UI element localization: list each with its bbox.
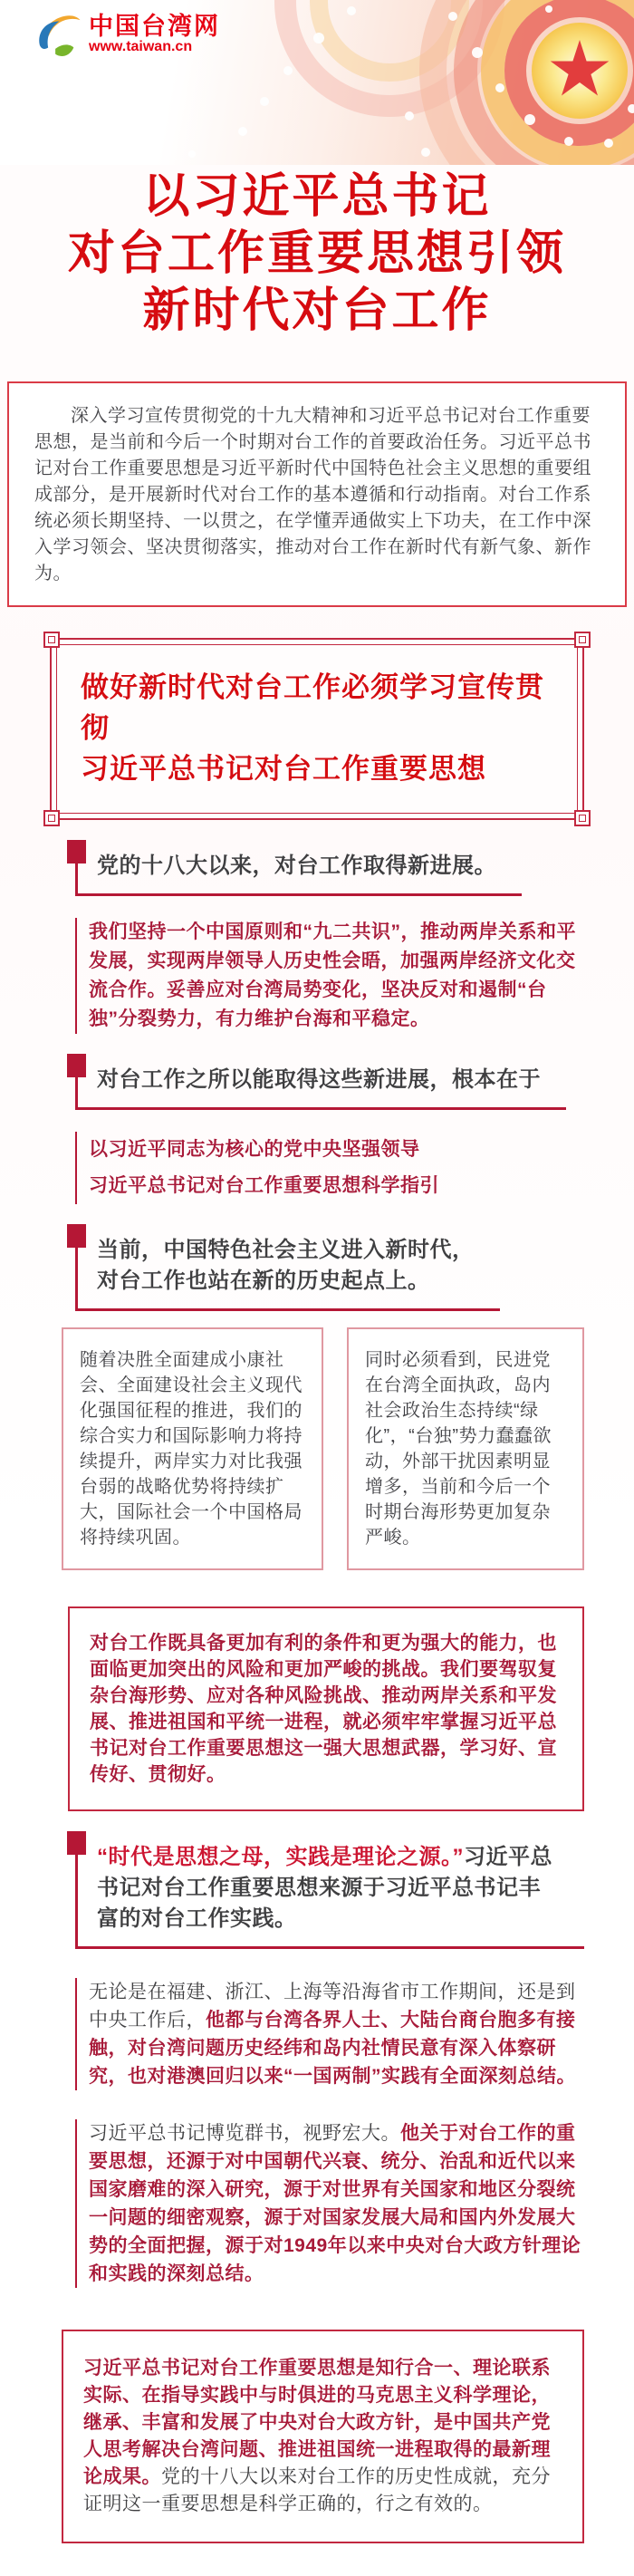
page-title [0,169,634,340]
banner-inner-frame [56,644,578,814]
comparison-boxes [62,1327,584,1570]
page-title-line1: 以习近平总书记 [142,171,492,223]
section1-heading [75,844,522,896]
site-name: 中国台湾网 [89,13,220,41]
vision-paragraph [75,2119,584,2288]
section2-heading-text: 对台工作之所以能取得这些新进展，根本在于 [97,1067,541,1092]
intro-box [7,381,627,607]
section4-heading [75,1835,584,1949]
conclusion-box [62,2330,584,2543]
page-header [0,0,634,165]
section2-heading [75,1057,566,1110]
section4-heading-rest: 习近平总书记对台工作重要思想来源于习近平总书记丰富的对台工作实践。 [97,1845,552,1931]
banner-corner-ornament [574,810,591,826]
banner-corner-ornament [43,810,60,826]
banner-corner-ornament [574,632,591,648]
section3-heading-line1: 当前，中国特色社会主义进入新时代， [97,1238,475,1262]
section1-heading-text: 党的十八大以来，对台工作取得新进展。 [97,854,496,878]
summary-box: 对台工作既具备更加有利的条件和更为强大的能力，也面临更加突出的风险和更加严峻的挑战。我们要驾驭复杂台海形势、应对各种风险挑战、推动两岸关系和平发展、推进祖国和平统一进程，就必须牢牢掌握习近平总书记对台工作重要思想这一强大思想武器，学习好、宣传好、贯彻好。 [68,1606,584,1811]
advantage-box: 随着决胜全面建成小康社会、全面建设社会主义现代化强国征程的推进，我们的综合实力和国际影响力将持续提升，两岸实力对比我强台弱的战略优势将持续扩大，国际社会一个中国格局将持续巩固。 [62,1327,323,1570]
taiwan-net-logo-icon [34,11,82,58]
banner-corner-ornament [43,632,60,648]
page-title-line3: 新时代对台工作 [142,285,492,337]
page-title-line2: 对台工作重要思想引领 [67,228,566,280]
vision-paragraph-dark: 习近平总书记博览群书，视野宏大。 [89,2123,400,2144]
guide-line-1: 以习近平同志为核心的党中央坚强领导 [89,1139,420,1160]
site-url: www.taiwan.cn [89,38,193,54]
banner-frame [50,638,584,820]
vision-paragraph-red: 他关于对台工作的重要思想，还源于对中国朝代兴衰、统分、治乱和近代以来国家磨难的深入研究，源于对世界有关国家和地区分裂统一问题的细密观察，源于对国家发展大局和国内外发展大势的全面把握，源于对1949年以来中央对台大政方针理论和实践的深刻总结。 [89,2123,581,2284]
banner-title-line1: 做好新时代对台工作必须学习宣传贯彻 [81,671,544,744]
banner-title-line2: 习近平总书记对台工作重要思想 [81,753,486,785]
section4-heading-quote: “时代是思想之母，实践是理论之源。” [97,1845,464,1869]
conclusion-red: 习近平总书记对台工作重要思想是知行合一、理论联系实际、在指导实践中与时俱进的马克思主义科学理论，继承、丰富和发展了中央对台大政方针，是中国共产党人思考解决台湾问题、推进祖国统一进程取得的最新理论成果。 [83,2358,551,2487]
section1-red-paragraph: 我们坚持一个中国原则和“九二共识”，推动两岸关系和平发展，实现两岸领导人历史性会晤，加强两岸经济文化交流合作。妥善应对台湾局势变化，坚决反对和遏制“台独”分裂势力，有力维护台海和平稳定。 [75,918,584,1034]
section2-guide-lines [75,1132,584,1204]
section3-heading-line2: 对台工作也站在新的历史起点上。 [97,1269,430,1293]
practice-paragraph-red: 他都与台湾各界人士、大陆台商台胞多有接触，对台湾问题历史经纬和岛内社情民意有深入体察研究，也对港澳回归以来“一国两制”实践有全面深刻总结。 [89,2010,576,2087]
conclusion-dark: 党的十八大以来对台工作的历史性成就，充分证明这一重要思想是科学正确的，行之有效的。 [83,2466,551,2514]
practice-paragraph-dark: 无论是在福建、浙江、上海等沿海省市工作期间，还是到中央工作后， [89,1982,576,2031]
site-logo[interactable] [34,11,220,58]
practice-paragraph [75,1978,584,2090]
guide-line-2: 习近平总书记对台工作重要思想科学指引 [89,1175,439,1196]
intro-paragraph: 深入学习宣传贯彻党的十九大精神和习近平总书记对台工作重要思想，是当前和今后一个时期对台工作的首要政治任务。习近平总书记对台工作重要思想是习近平新时代中国特色社会主义思想的重要组成部分，是开展新时代对台工作的基本遵循和行动指南。对台工作系统必须长期坚持、一以贯之，在学懂弄通做实上下功夫，在工作中深入学习领会、坚决贯彻落实，推动对台工作在新时代有新气象、新作为。 [34,406,591,584]
challenge-box: 同时必须看到，民进党在台湾全面执政，岛内社会政治生态持续“绿化”，“台独”势力蠢蠢欲动，外部干扰因素明显增多，当前和今后一个时期台海形势更加复杂严峻。 [347,1327,584,1570]
section4-heading-text [97,1842,559,1934]
section3-heading [75,1228,500,1311]
